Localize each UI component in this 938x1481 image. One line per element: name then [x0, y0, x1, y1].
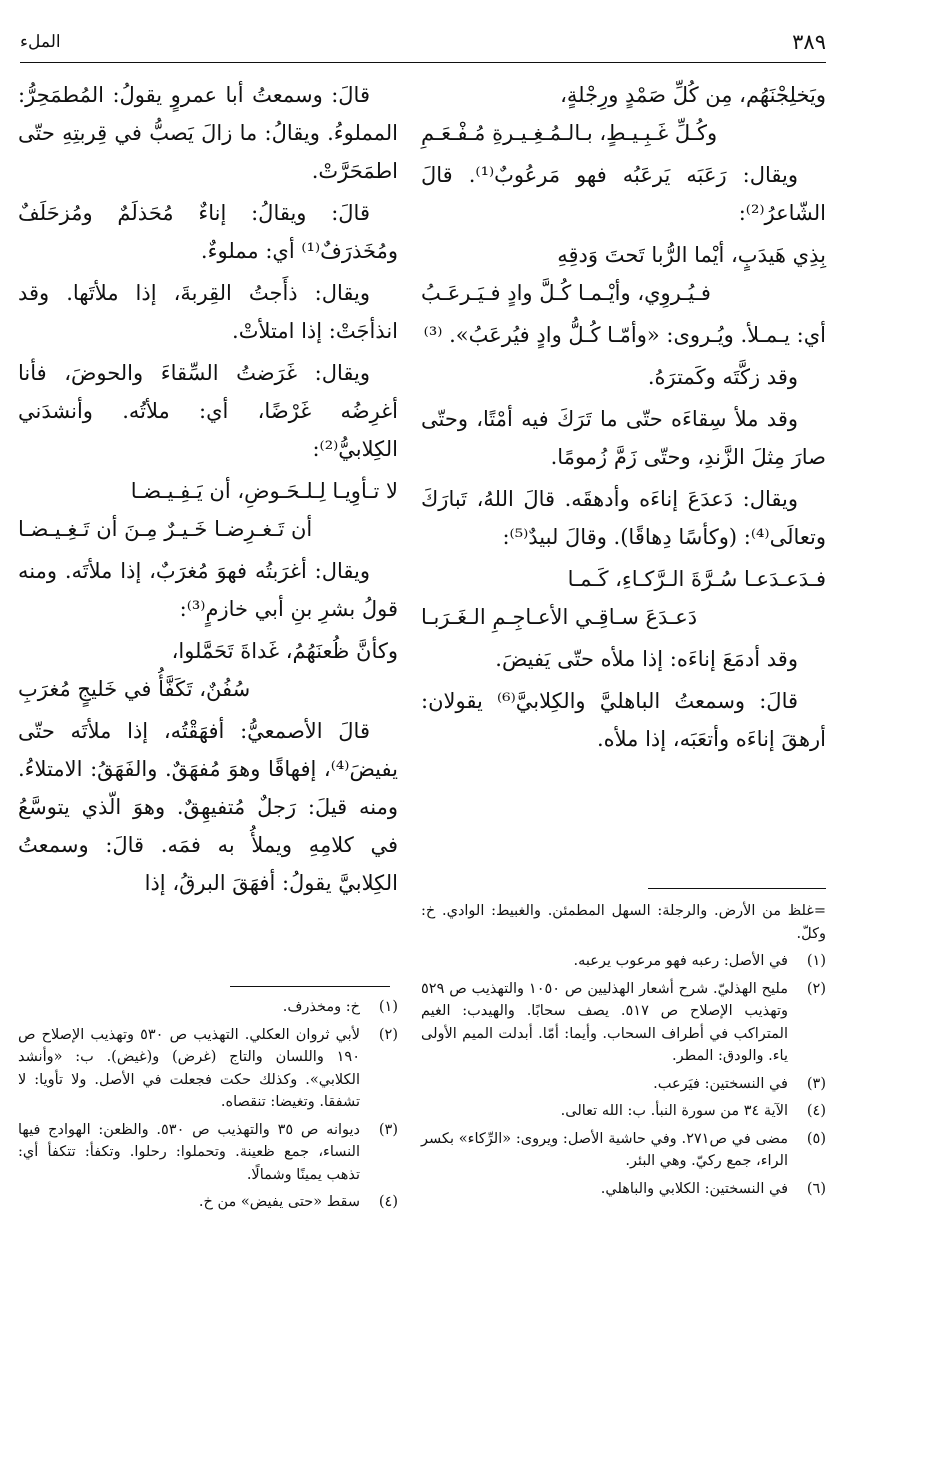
footnote-number: (٢) — [378, 1026, 398, 1043]
page-header — [20, 30, 826, 60]
footnote-number: (١) — [378, 999, 398, 1015]
paragraph: أي: يـمـلأ. ويُـروى: «وأمّـا كُـلُّ وادٍ فيُرعَبُ». ⁽³⁾ — [423, 323, 826, 347]
verse-line: لا تـأوِيـا لِـلـحَـوضِ، أن يَـفِـيـضـا — [130, 479, 398, 503]
footnote — [421, 978, 826, 1068]
footnote-number: (٤) — [378, 1194, 398, 1210]
footnote-number: (٤) — [806, 1103, 826, 1119]
footnote — [18, 1191, 398, 1214]
verse-line: وكُـلِّ غَـبِـيـطٍ، بـالـمُـغِـيـرةِ مُـفْـعَـمِ — [421, 121, 718, 145]
footnote — [421, 950, 826, 973]
footnote-number: (١) — [806, 953, 826, 969]
footnote-separator — [230, 986, 390, 987]
paragraph: ويقال: أغرَبتُه فهوَ مُغرَبٌ، إذا ملأتَه. ومنه قولُ بشرِ بنِ أبي خازمٍ⁽³⁾: — [18, 559, 398, 621]
footnote — [421, 1073, 826, 1096]
footnote — [18, 996, 398, 1019]
footnote — [18, 1024, 398, 1114]
paragraph: قالَ الأصمعيُّ: أفهَقْتُه، إذا ملأتَه حتّى يفيضَ⁽⁴⁾، إفهاقًا وهوَ مُفهَقٌ. والفَهَقُ: الامتلاءُ. ومنه قيلَ: رَجلٌ مُتفيهِقٌ. وهوَ الّذي يتوسَّعُ في كلامِهِ ويملأُ به فمَه. قالَ: وسمعتُ الكِلابيَّ يقولُ: أفهَقَ البرقُ، إذا — [18, 719, 398, 895]
footnote-number: (٣) — [378, 1121, 398, 1138]
paragraph: ويقال: غَرَضتُ السِّقاءَ والحوضَ، فأنا أغرِضُه غَرْضًا، أي: ملأتُه. وأنشدَني الكِلابيُّ⁽²⁾: — [18, 361, 398, 461]
verse-line: ويَخلِجْنَهُم، مِن كُلِّ صَمْدٍ ورِجْلةٍ، — [560, 83, 826, 107]
paragraph: ويقال: رَعَبَه يَرعَبُه فهو مَرعُوبٌ⁽¹⁾. قالَ الشّاعرُ⁽²⁾: — [421, 163, 826, 225]
paragraph: ويقال: ذأَجتُ القِربةَ، إذا ملأتَها. وقد انذأجَتْ: إذا امتلأتْ. — [18, 281, 398, 343]
right-column — [421, 76, 826, 762]
paragraph: وقد زكَّتَه وكَمترَهُ. — [647, 365, 798, 389]
footnote — [421, 1100, 826, 1123]
footnote-number: (٣) — [806, 1075, 826, 1092]
footnote-text: في النسختين: الكلابي والباهلي. — [600, 1180, 788, 1197]
footnote-text: مليح الهذليّ. شرح أشعار الهذليين ص ١٠٥٠ والتهذيب ص ٥٢٩ وتهذيب الإصلاح ص ٥١٧. يصف سحابًا. والهيدب: الغيم المتراكب في أطراف السحاب. وأيما: أمّا. أبدلت الميم الأولى ياء. والودق: المطر. — [421, 980, 788, 1064]
footnote-text: لأبي ثروان العكلي. التهذيب ص ٥٣٠ وتهذيب الإصلاح ص ١٩٠ واللسان والتاج (غرض) و(غيض). ب: «وأنشد الكلابي». وكذلك حكت فجعلت في الأصل. ولا تأويا: لا تشفقا. وتغيضا: تنقصاه. — [18, 1026, 360, 1110]
verse-line: فـيُـروِي، وأيْـمـا كُـلَّ وادٍ فـيَـرعَـبُ — [421, 281, 711, 305]
footnote-text: مضى في ص٢٧١. وفي حاشية الأصل: ويروى: «الرِّكاء» بكسر الراء، جمع ركيّ. وهي البئر. — [421, 1130, 788, 1169]
footnote-text: سقط «حتى يفيض» من خ. — [198, 1194, 360, 1210]
footnote-number: (٦) — [806, 1180, 826, 1197]
verse-line: فـدَعـدَعـا سُـرَّةَ الـرَّكـاءِ، كَـمـا — [567, 567, 826, 591]
paragraph: قالَ: وسمعتُ الباهليَّ والكِلابيَّ⁽⁶⁾ يقولان: أرهقَ إناءَه وأتعَبَه، إذا ملأه. — [421, 689, 826, 751]
footnotes-right — [421, 900, 826, 1205]
page-number: ٣٨٩ — [792, 30, 826, 54]
paragraph: قالَ: وسمعتُ أبا عمروٍ يقولُ: المُطمَحِرُّ: المملوءُ. ويقالُ: ما زالَ يَصبُّ في قِربتِهِ حتّى اطمَحَرَّتْ. — [18, 83, 398, 183]
running-title: الملء — [20, 32, 61, 52]
verse-line: سُفُنٌ، تَكَفَّأُ في خَليجٍ مُغرَبِ — [18, 677, 251, 701]
footnote — [421, 1178, 826, 1201]
verse-line: دَعـدَعَ سـاقِـي الأعـاجِـمِ الـغَـرَبـا — [421, 605, 698, 629]
footnote — [18, 1119, 398, 1187]
paragraph: وقد أدمَعَ إناءَه: إذا ملأه حتّى يَفيضَ. — [495, 647, 798, 671]
footnote-continuation: =غلظ من الأرض. والرجلة: السهل المطمئن. والغبيط: الوادي. خ: وكلّ. — [421, 903, 826, 942]
footnotes-left — [18, 996, 398, 1219]
footnote-text: الآية ٣٤ من سورة النبأ. ب: الله تعالى. — [560, 1103, 788, 1119]
footnote-number: (٥) — [806, 1130, 826, 1147]
verse-line: بِذِي هَيدَبٍ، أيْما الرُّبا تَحتَ وَدقِهِ — [557, 243, 826, 267]
verse-line: أن تَـغـرِضـا خَـيـرٌ مِـنَ أن تَـغِـيـضـا — [18, 517, 313, 541]
left-column — [18, 76, 398, 906]
footnote-text: في الأصل: رعبه فهو مرعوب يرعبه. — [573, 953, 788, 969]
footnote — [421, 1128, 826, 1173]
paragraph: ويقال: دَعدَعَ إناءَه وأدهقَه. قالَ اللهُ، تَبارَكَ وتعالَى⁽⁴⁾: (وكأسًا دِهاقًا). وقالَ لبيدٌ⁽⁵⁾: — [421, 487, 826, 549]
paragraph: وقد ملأ سِقاءَه حتّى ما تَرَكَ فيه أمْتًا، وحتّى صارَ مِثلَ الزَّندِ، وحتّى زَمَّ زُمومًا. — [421, 407, 826, 469]
footnote-number: (٢) — [806, 980, 826, 997]
paragraph: قالَ: ويقالُ: إناءٌ مُحَذلَمٌ ومُزحَلَفٌ ومُخَذرَفٌ⁽¹⁾ أي: مملوءٌ. — [18, 201, 398, 263]
footnote-text: ديوانه ص ٣٥ والتهذيب ص ٥٣٠. والظعن: الهوادج فيها النساء، جمع ظعينة. وتحملوا: رحلوا. وتكفأ: تتكفأ أي: تذهب يمينًا وشمالًا. — [18, 1121, 360, 1183]
header-rule — [20, 62, 826, 63]
footnote-separator — [648, 888, 826, 889]
verse-line: وكأنَّ ظُعنَهُمُ، غَداةَ تَحَمَّلوا، — [171, 639, 398, 663]
footnote-text: في النسختين: فيَرعب. — [653, 1075, 788, 1092]
footnote-text: خ: ومخذرف. — [282, 999, 360, 1015]
